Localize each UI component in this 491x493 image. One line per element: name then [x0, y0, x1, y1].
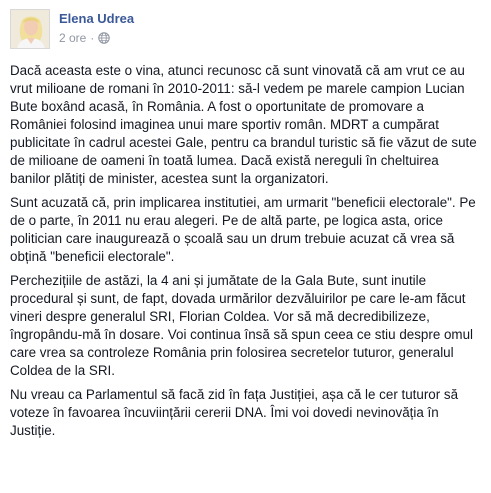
author-name[interactable]: Elena Udrea	[59, 11, 135, 26]
profile-photo-icon	[11, 10, 50, 49]
post-paragraph-1: Dacă aceasta este o vina, atunci recunosc că sunt vinovată că am vrut ce au vrut milioane de romani în 2010-2011: să-l vedem pe marele campion Lucian Bute boxând acasă, în România. A fost o oportunitate de promovare a României folosind imaginea unui mare sportiv român. MDRT a cumpărat publicitate în cadrul acestei Gale, pentru ca brandul turistic să fie văzut de sute de milioane de oameni în toată lumea. Dacă există nereguli în cheltuirea banilor plătiți de minister, acestea sunt la organizatori.	[10, 63, 477, 186]
post-body	[10, 62, 481, 446]
post-paragraph-3: Perchezițiile de astăzi, la 4 ani și jumătate de la Gala Bute, sunt inutile procedural și sunt, de fapt, dovada urmărilor dezvăluirilor pe care le-am făcut vineri despre generalul SRI, Florian Coldea. Vor să mă decredibilizeze, îngropându-mă în dosare. Voi continua însă să spun ceea ce stiu despre omul care vrea sa controleze România prin folosirea secretelor tuturor, generalul Coldea de la SRI.	[10, 273, 474, 378]
post-subline	[59, 31, 134, 45]
globe-icon[interactable]	[98, 32, 110, 44]
post-paragraph-4: Nu vreau ca Parlamentul să facă zid în fața Justiției, așa că le cer tuturor să voteze în favoarea încuviințării cererii DNA. Îmi voi dovedi nevinovăția în Justiție.	[10, 387, 459, 438]
separator-dot: ·	[90, 31, 95, 45]
author-avatar[interactable]	[10, 9, 50, 49]
post-meta	[59, 11, 134, 45]
post-paragraph-2: Sunt acuzată că, prin implicarea institutiei, am urmarit "beneficii electorale". Pe de o parte, în 2011 nu erau alegeri. Pe de altă parte, pe logica asta, orice politician care inaugurează o școală sau un drum trebuie acuzat că vrea să obțină "beneficii electorale".	[10, 195, 476, 264]
post-timestamp[interactable]: 2 ore	[59, 31, 87, 45]
post-header	[10, 9, 134, 49]
